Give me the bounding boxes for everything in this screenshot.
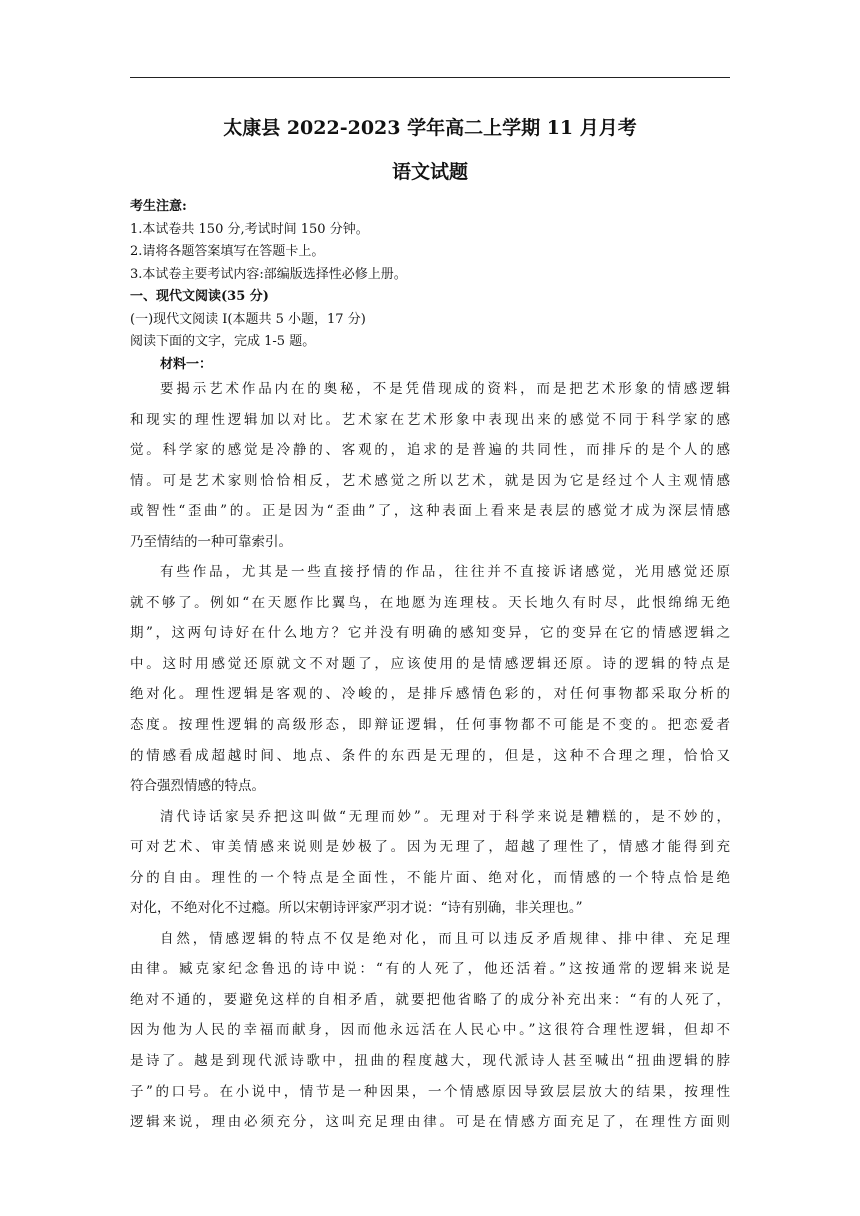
passage-line: 自然，情感逻辑的特点不仅是绝对化，而且可以违反矛盾规律、排中律、充足理 bbox=[160, 930, 730, 947]
passage-line: 逻辑来说，理由必须充分，这叫充足理由律。可是在情感方面充足了，在理性方面则 bbox=[130, 1114, 730, 1131]
notice-item: 1.本试卷共 150 分,考试时间 150 分钟。 bbox=[130, 221, 369, 237]
passage-line: 是诗了。越是到现代派诗歌中，扭曲的程度越大，现代派诗人甚至喊出“扭曲逻辑的脖 bbox=[130, 1053, 730, 1070]
passage-line: 的情感看成超越时间、地点、条件的东西是无理的，但是，这种不合理之理，恰恰又 bbox=[130, 747, 730, 764]
exam-subtitle: 语文试题 bbox=[391, 161, 468, 183]
header-rule bbox=[130, 77, 730, 78]
passage-line: 子”的口号。在小说中，情节是一种因果，一个情感原因导致层层放大的结果，按理性 bbox=[130, 1083, 730, 1100]
passage-line: 清代诗话家吴乔把这叫做“无理而妙”。无理对于科学来说是糟糕的，是不妙的， bbox=[160, 808, 730, 825]
passage-line: 可对艺术、审美情感来说则是妙极了。因为无理了，超越了理性了，情感才能得到充 bbox=[130, 839, 730, 856]
passage-line: 有些作品，尤其是一些直接抒情的作品，往往并不直接诉诸感觉，光用感觉还原 bbox=[160, 564, 730, 581]
notice-heading: 考生注意: bbox=[130, 199, 187, 214]
reading-instruction: 阅读下面的文字，完成 1-5 题。 bbox=[130, 334, 316, 349]
exam-title: 太康县 2022-2023 学年高二上学期 11 月月考 bbox=[223, 117, 637, 139]
passage-paragraph bbox=[130, 924, 730, 1138]
passage-paragraph bbox=[130, 802, 730, 924]
passage-paragraph bbox=[130, 374, 730, 557]
passage-line: 绝对化。理性逻辑是客观的、冷峻的，是排斥感情色彩的，对任何事物都采取分析的 bbox=[130, 686, 730, 703]
passage-line: 觉。科学家的感觉是冷静的、客观的，追求的是普遍的共同性，而排斥的是个人的感 bbox=[130, 442, 730, 459]
material-label: 材料一： bbox=[160, 356, 213, 372]
section-subheading: (一)现代文阅读 I(本题共 5 小题，17 分) bbox=[130, 311, 366, 327]
passage-line: 乃至情结的一种可靠索引。 bbox=[130, 533, 292, 550]
passage-line: 绝对不通的，要避免这样的自相矛盾，就要把他省略了的成分补充出来：“有的人死了， bbox=[130, 991, 730, 1008]
passage-line: 符合强烈情感的特点。 bbox=[130, 778, 265, 795]
notice-item: 2.请将各题答案填写在答题卡上。 bbox=[130, 244, 325, 259]
passage-line: 就不够了。例如“在天愿作比翼鸟，在地愿为连理枝。天长地久有时尽，此恨绵绵无绝 bbox=[130, 594, 730, 611]
notice-block bbox=[130, 196, 730, 376]
passage-paragraph bbox=[130, 557, 730, 801]
passage-line: 或智性“歪曲”的。正是因为“歪曲”了，这种表面上看来是表层的感觉才成为深层情感 bbox=[130, 503, 730, 520]
passage-line: 对化，不绝对化不过瘾。所以宋朝诗评家严羽才说：“诗有别确，非关理也。” bbox=[130, 900, 583, 917]
passage-line: 由律。臧克家纪念鲁迅的诗中说：“有的人死了，他还活着。”这按通常的逻辑来说是 bbox=[130, 961, 730, 978]
passage-line: 分的自由。理性的一个特点是全面性，不能片面、绝对化，而情感的一个特点恰是绝 bbox=[130, 869, 730, 886]
passage-line: 要揭示艺术作品内在的奥秘，不是凭借现成的资料，而是把艺术形象的情感逻辑 bbox=[160, 381, 730, 397]
passage-line: 期”，这两句诗好在什么地方？它并没有明确的感知变异，它的变异在它的情感逻辑之 bbox=[130, 625, 730, 642]
passage-line: 和现实的理性逻辑加以对比。艺术家在艺术形象中表现出来的感觉不同于科学家的感 bbox=[130, 411, 730, 428]
passage-line: 中。这时用感觉还原就文不对题了，应该使用的是情感逻辑还原。诗的逻辑的特点是 bbox=[130, 655, 730, 672]
passage-line: 因为他为人民的幸福而献身，因而他永远活在人民心中。”这很符合理性逻辑，但却不 bbox=[130, 1022, 730, 1039]
passage-line: 情。可是艺术家则恰恰相反，艺术感觉之所以艺术，就是因为它是经过个人主观情感 bbox=[130, 472, 730, 489]
reading-passage bbox=[130, 374, 730, 1138]
passage-line: 态度。按理性逻辑的高级形态，即辩证逻辑，任何事物都不可能是不变的。把恋爱者 bbox=[130, 717, 730, 734]
notice-item: 3.本试卷主要考试内容:部编版选择性必修上册。 bbox=[130, 266, 407, 282]
section-heading: 一、现代文阅读(35 分) bbox=[130, 289, 269, 304]
